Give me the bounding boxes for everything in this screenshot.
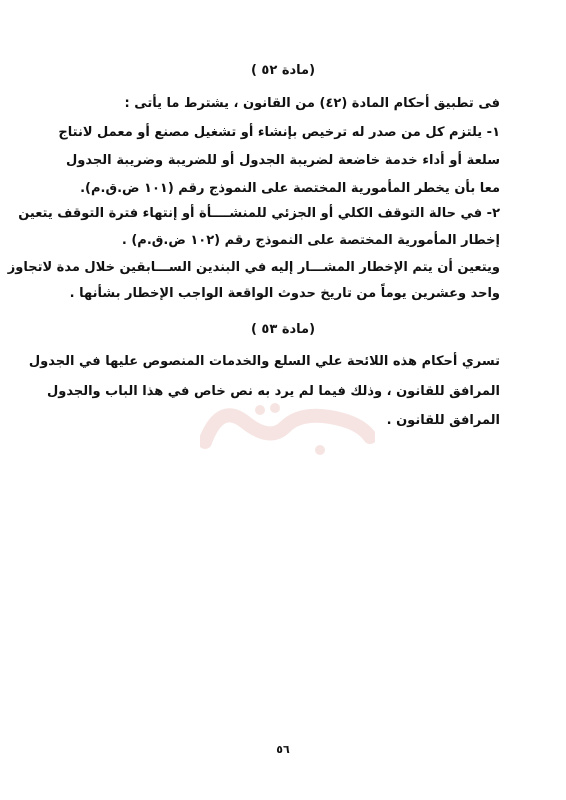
article-53-title: (مادة ٥٣ )	[250, 322, 316, 337]
article-53-line-3: المرافق للقانون .	[386, 413, 500, 428]
watermark-logo	[200, 392, 375, 462]
page-number: ٥٦	[276, 743, 290, 756]
article-52-line-6: إخطار المأمورية المختصة على النموذج رقم (١٠٢ ض.ق.م) .	[121, 233, 500, 248]
article-52-line-4: معا بأن يخطر المأمورية المختصة على النموذج رقم (١٠١ ض.ق.م).	[80, 181, 500, 196]
article-53-line-2: المرافق للقانون ، وذلك فيما لم يرد به نص خاص في هذا الباب والجدول	[46, 384, 500, 399]
article-52-line-7: ويتعين أن يتم الإخطار المشـــار إليه في البندين الســـابقين خلال مدة لاتجاوز	[7, 260, 500, 275]
article-52-line-2: ١- يلتزم كل من صدر له ترخيص بإنشاء أو تشغيل مصنع أو معمل لانتاج	[58, 125, 500, 140]
article-53-line-1: تسري أحكام هذه اللائحة علي السلع والخدمات المنصوص عليها في الجدول	[28, 354, 500, 369]
article-52-title: (مادة ٥٢ )	[250, 63, 316, 78]
article-52-line-5: ٢- في حالة التوقف الكلي أو الجزئي للمنشــــأة أو إنتهاء فترة التوقف يتعين	[18, 206, 500, 221]
article-52-line-1: فى تطبيق أحكام المادة (٤٢) من القانون ، يشترط ما يأتى :	[124, 96, 500, 111]
article-52-line-3: سلعة أو أداء خدمة خاضعة لضريبة الجدول أو للضريبة وضريبة الجدول	[66, 153, 500, 168]
article-52-line-8: واحد وعشرين يوماً من تاريخ حدوث الواقعة الواجب الإخطار بشأنها .	[69, 286, 500, 301]
